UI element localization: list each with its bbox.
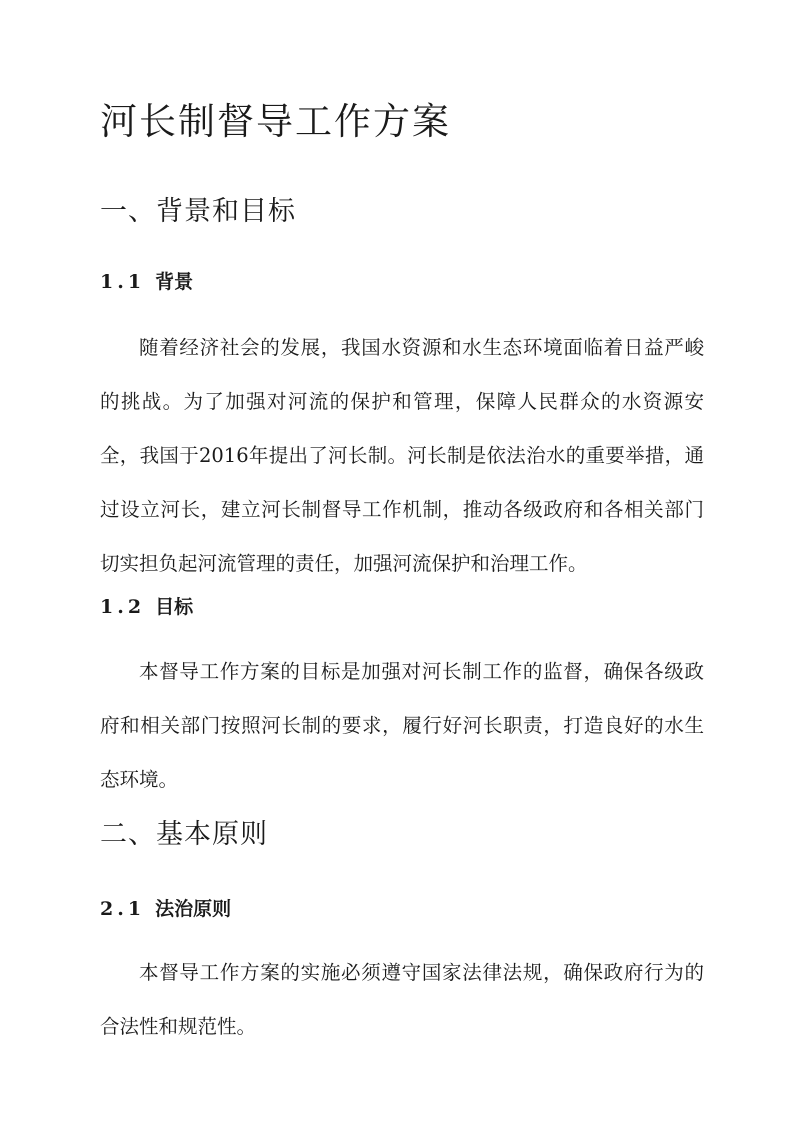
- subsection-title: 背景: [155, 271, 194, 293]
- subsection-heading-background: [100, 268, 193, 296]
- subsection-heading-rule-of-law: [100, 895, 231, 923]
- paragraph-goals: 本督导工作方案的目标是加强对河长制工作的监督，确保各级政府和相关部门按照河长制的要求，履行好河长职责，打造良好的水生态环境。: [100, 660, 704, 791]
- subsection-title: 法治原则: [155, 898, 232, 920]
- subsection-number: 1.2: [100, 596, 146, 618]
- paragraph-background: 随着经济社会的发展，我国水资源和水生态环境面临着日益严峻的挑战。为了加强对河流的保护和管理，保障人民群众的水资源安全，我国于2016年提出了河长制。河长制是依法治水的重要举措，通过设立河长，建立河长制督导工作机制，推动各级政府和各相关部门切实担负起河流管理的责任，加强河流保护和治理工作。: [100, 336, 704, 575]
- subsection-title: 目标: [155, 596, 194, 618]
- document-title: 河长制督导工作方案: [100, 100, 451, 143]
- section-heading-background-and-goals: 一、背景和目标: [100, 196, 296, 227]
- subsection-heading-goals: [100, 593, 193, 621]
- paragraph-rule-of-law: 本督导工作方案的实施必须遵守国家法律法规，确保政府行为的合法性和规范性。: [100, 961, 704, 1038]
- section-heading-basic-principles: 二、基本原则: [100, 819, 268, 850]
- subsection-number: 2.1: [100, 898, 146, 920]
- subsection-number: 1.1: [100, 271, 146, 293]
